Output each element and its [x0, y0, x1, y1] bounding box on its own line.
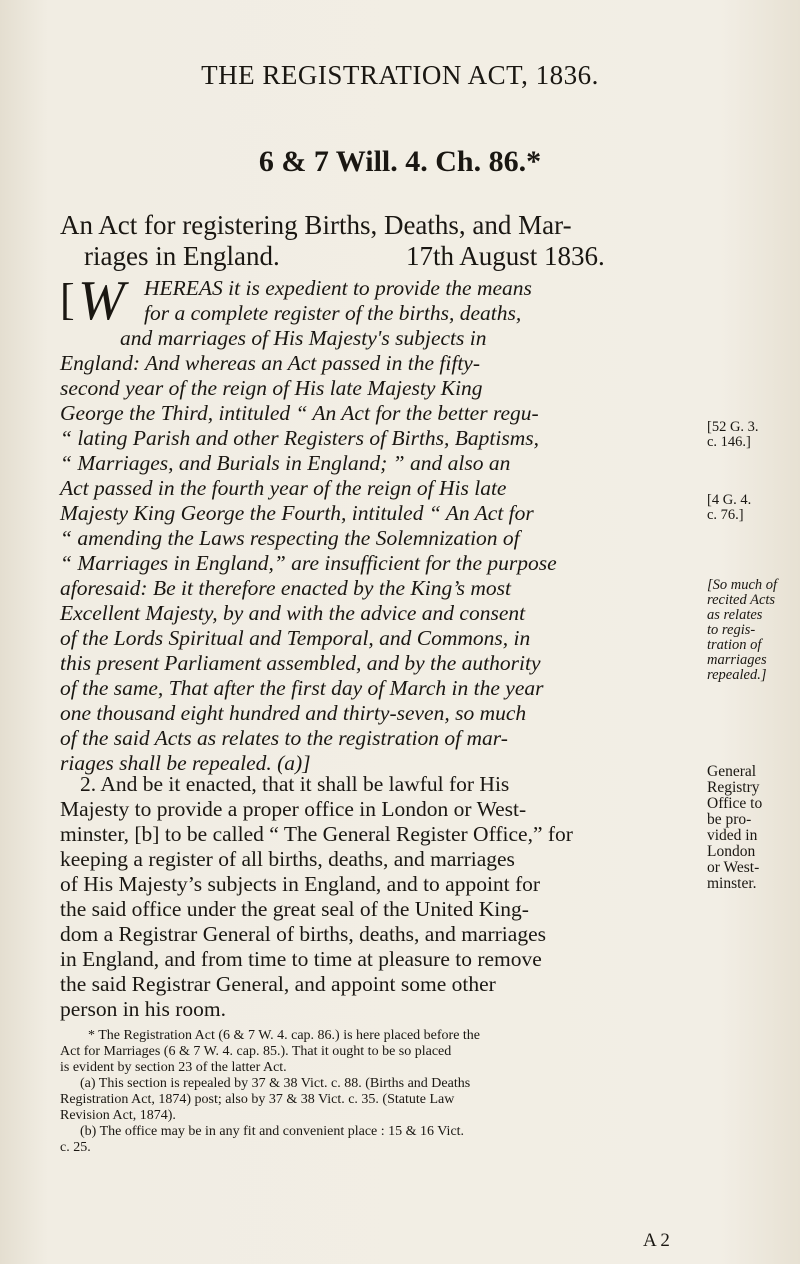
- preamble-line: “ amending the Laws respecting the Solemnization of: [60, 526, 520, 550]
- footnote-line: (b) The office may be in any fit and convenient place : 15 & 16 Vict.: [80, 1124, 465, 1139]
- preamble-line: “ Marriages in England,” are insufficient for the purpose: [60, 551, 557, 575]
- marginal-note-line: tration of: [707, 637, 762, 653]
- preamble-line: of the same, That after the first day of March in the year: [60, 676, 544, 700]
- marginal-note-line: [So much of: [707, 577, 778, 593]
- title-line-1: An Act for registering Births, Deaths, and Mar-: [60, 210, 572, 240]
- preamble-line: George the Third, intituled “ An Act for the better regu-: [60, 401, 539, 425]
- section-line: the said office under the great seal of the United King-: [60, 897, 529, 921]
- section-line: minster, [b] to be called “ The General Register Office,” for: [60, 822, 573, 846]
- marginal-note-line: be pro-: [707, 811, 752, 828]
- preamble-line: HEREAS it is expedient to provide the means: [144, 276, 532, 300]
- section-line: person in his room.: [60, 997, 227, 1021]
- title-text: riages in England.: [84, 241, 280, 271]
- footnotes: [60, 1028, 710, 1156]
- marginal-note-line: Registry: [707, 779, 760, 796]
- preamble: [60, 270, 702, 776]
- preamble-line: Excellent Majesty, by and with the advice and consent: [60, 601, 526, 625]
- marginal-note-line: or West-: [707, 859, 760, 876]
- section-line: dom a Registrar General of births, deaths, and marriages: [60, 922, 546, 946]
- marginal-note-line: London: [707, 843, 756, 860]
- preamble-line: one thousand eight hundred and thirty-seven, so much: [60, 701, 527, 725]
- section-line: the said Registrar General, and appoint some other: [60, 972, 496, 996]
- footnote-line: is evident by section 23 of the latter Act.: [60, 1060, 287, 1075]
- marginal-note-line: vided in: [707, 827, 758, 844]
- drop-capital: W: [78, 270, 125, 332]
- preamble-opening: [60, 270, 702, 332]
- marginal-note-line: [4 G. 4.: [707, 492, 752, 508]
- preamble-line: “ Marriages, and Burials in England; ” and also an: [60, 451, 511, 475]
- marginal-note-registry-office: [707, 764, 797, 892]
- preamble-line: riages shall be repealed. (a)]: [60, 751, 311, 775]
- signature-mark: A 2: [643, 1230, 670, 1251]
- preamble-line: of the Lords Spiritual and Temporal, and Commons, in: [60, 626, 531, 650]
- title-line-2: [60, 241, 702, 272]
- marginal-note-4-g4: [707, 493, 797, 523]
- preamble-line: second year of the reign of His late Majesty King: [60, 376, 483, 400]
- section-line: in England, and from time to time at pleasure to remove: [60, 947, 542, 971]
- preamble-line: Act passed in the fourth year of the reign of His late: [60, 476, 507, 500]
- marginal-note-line: to regis-: [707, 622, 756, 638]
- footnote-line: Revision Act, 1874).: [60, 1108, 176, 1123]
- marginal-note-repeal: [707, 578, 797, 683]
- footnote-line: Registration Act, 1874) post; also by 37 & 38 Vict. c. 35. (Statute Law: [60, 1092, 455, 1107]
- marginal-note-52-g3: [707, 420, 797, 450]
- preamble-line: for a complete register of the births, deaths,: [144, 301, 522, 325]
- marginal-note-line: recited Acts: [707, 592, 776, 608]
- section-line: keeping a register of all births, deaths, and marriages: [60, 847, 515, 871]
- footnote-line: * The Registration Act (6 & 7 W. 4. cap. 86.) is here placed before the: [88, 1028, 481, 1043]
- running-head: THE REGISTRATION ACT, 1836.: [201, 60, 599, 90]
- marginal-note-line: Office to: [707, 795, 763, 812]
- marginal-note-line: repealed.]: [707, 667, 767, 683]
- footnote-line: (a) This section is repealed by 37 & 38 Vict. c. 88. (Births and Deaths: [80, 1076, 471, 1091]
- section-2: [60, 772, 702, 1022]
- preamble-line: England: And whereas an Act passed in the fifty-: [60, 351, 480, 375]
- section-line: 2. And be it enacted, that it shall be lawful for His: [80, 772, 510, 796]
- marginal-note-line: minster.: [707, 875, 757, 892]
- marginal-note-line: as relates: [707, 607, 763, 623]
- opening-bracket: [: [60, 275, 75, 324]
- footnote-line: Act for Marriages (6 & 7 W. 4. cap. 85.). That it ought to be so placed: [60, 1044, 452, 1059]
- act-title: [60, 210, 702, 272]
- footnote-line: c. 25.: [60, 1140, 91, 1155]
- preamble-line: and marriages of His Majesty's subjects in: [120, 326, 487, 350]
- section-line: of His Majesty’s subjects in England, and to appoint for: [60, 872, 541, 896]
- preamble-line: aforesaid: Be it therefore enacted by the King’s most: [60, 576, 512, 600]
- marginal-note-line: marriages: [707, 652, 767, 668]
- preamble-line: of the said Acts as relates to the registration of mar-: [60, 726, 508, 750]
- chapter-heading: 6 & 7 Will. 4. Ch. 86.*: [258, 145, 542, 178]
- marginal-note-line: c. 76.]: [707, 507, 744, 523]
- preamble-line: “ lating Parish and other Registers of Births, Baptisms,: [60, 426, 539, 450]
- section-line: Majesty to provide a proper office in London or West-: [60, 797, 527, 821]
- preamble-line: this present Parliament assembled, and by the authority: [60, 651, 541, 675]
- marginal-note-line: General: [707, 763, 757, 780]
- preamble-line: Majesty King George the Fourth, intituled “ An Act for: [60, 501, 534, 525]
- marginal-note-line: [52 G. 3.: [707, 419, 759, 435]
- act-date: 17th August 1836.: [406, 241, 605, 271]
- marginal-note-line: c. 146.]: [707, 434, 751, 450]
